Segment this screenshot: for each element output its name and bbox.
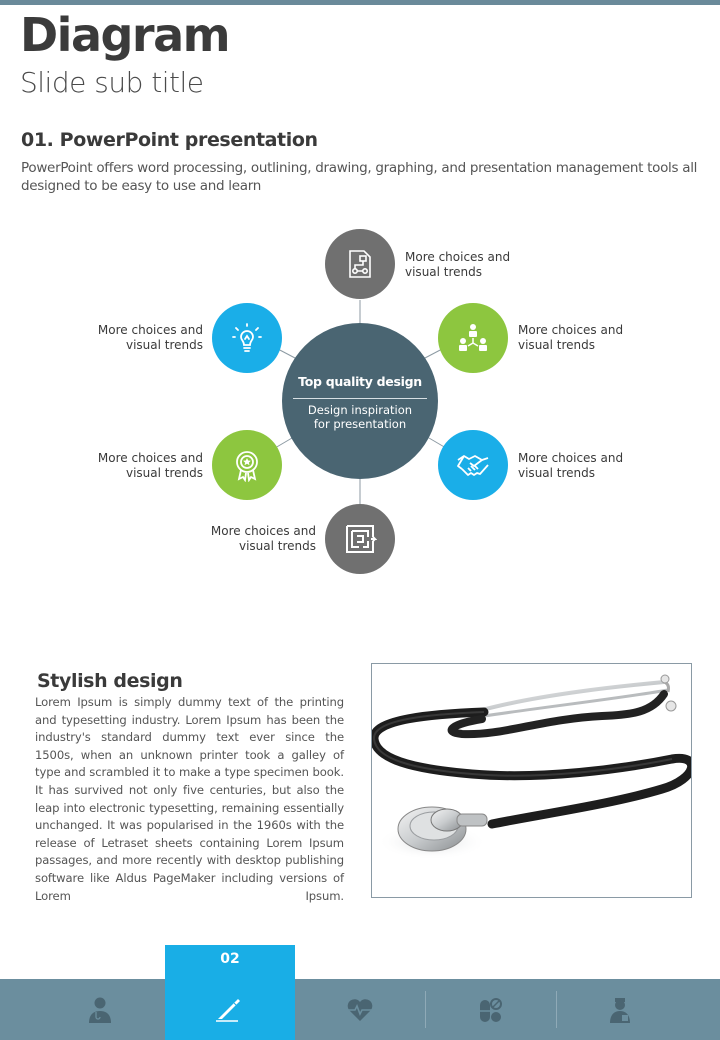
node-label-bottom-right: More choices and visual trends: [518, 451, 624, 480]
footer-active-tab[interactable]: [165, 945, 295, 1040]
node-team: [438, 303, 508, 373]
page-number: 02: [220, 951, 240, 967]
page-title: Diagram: [20, 8, 230, 62]
footer-divider: [556, 991, 557, 1028]
footer-doctor[interactable]: [65, 979, 135, 1040]
node-handshake: [438, 430, 508, 500]
doctor-icon: [85, 995, 115, 1025]
scalpel-icon: [214, 993, 246, 1025]
node-label-top: More choices and visual trends: [405, 250, 511, 279]
center-hub: [282, 323, 438, 479]
handshake-icon: [456, 448, 490, 482]
section-heading: 01. PowerPoint presentation: [21, 129, 318, 151]
footer-bar: [0, 979, 720, 1040]
footer-divider: [425, 991, 426, 1028]
node-lightbulb: [212, 303, 282, 373]
nurse-icon: [605, 995, 635, 1025]
node-maze: [325, 504, 395, 574]
hub-diagram: [0, 210, 720, 590]
team-icon: [456, 321, 490, 355]
node-award: [212, 430, 282, 500]
center-title: Top quality design: [298, 374, 422, 389]
footer-nurse[interactable]: [585, 979, 655, 1040]
node-label-top-right: More choices and visual trends: [518, 323, 624, 352]
flowchart-icon: [343, 247, 377, 281]
maze-icon: [343, 522, 377, 556]
page-subtitle: Slide sub title: [20, 66, 204, 99]
stylish-heading: Stylish design: [37, 670, 183, 692]
top-accent-bar: [0, 0, 720, 5]
center-divider: [293, 398, 427, 399]
stethoscope-image: [372, 664, 692, 898]
stylish-paragraph: Lorem Ipsum is simply dummy text of the printing and typesetting industry. Lorem Ipsum has been the industry's standard dummy text ever since the 1500s, when an unknown printer took a galley of type and scrambled it to make a type specimen book. It has survived not only five centuries, but also the leap into electronic typesetting, remaining essentially unchanged. It was popularised in the 1960s with the release of Letraset sheets containing Lorem Ipsum passages, and more recently with desktop publishing software like Aldus PageMaker including versions of Lorem Ipsum.: [35, 695, 344, 903]
node-label-bottom: More choices and visual trends: [210, 524, 316, 553]
node-label-top-left: More choices and visual trends: [97, 323, 203, 352]
heartbeat-icon: [345, 995, 375, 1025]
section-description: PowerPoint offers word processing, outlining, drawing, graphing, and presentation management tools all designed to be easy to use and learn: [21, 160, 698, 194]
award-badge-icon: [230, 448, 264, 482]
pills-icon: [475, 995, 505, 1025]
stethoscope-photo: [371, 663, 692, 898]
lightbulb-icon: [230, 321, 264, 355]
node-label-bottom-left: More choices and visual trends: [97, 451, 203, 480]
center-subtitle: Design inspiration for presentation: [307, 403, 413, 431]
footer-pills[interactable]: [455, 979, 525, 1040]
node-flowchart: [325, 229, 395, 299]
footer-heartbeat[interactable]: [325, 979, 395, 1040]
